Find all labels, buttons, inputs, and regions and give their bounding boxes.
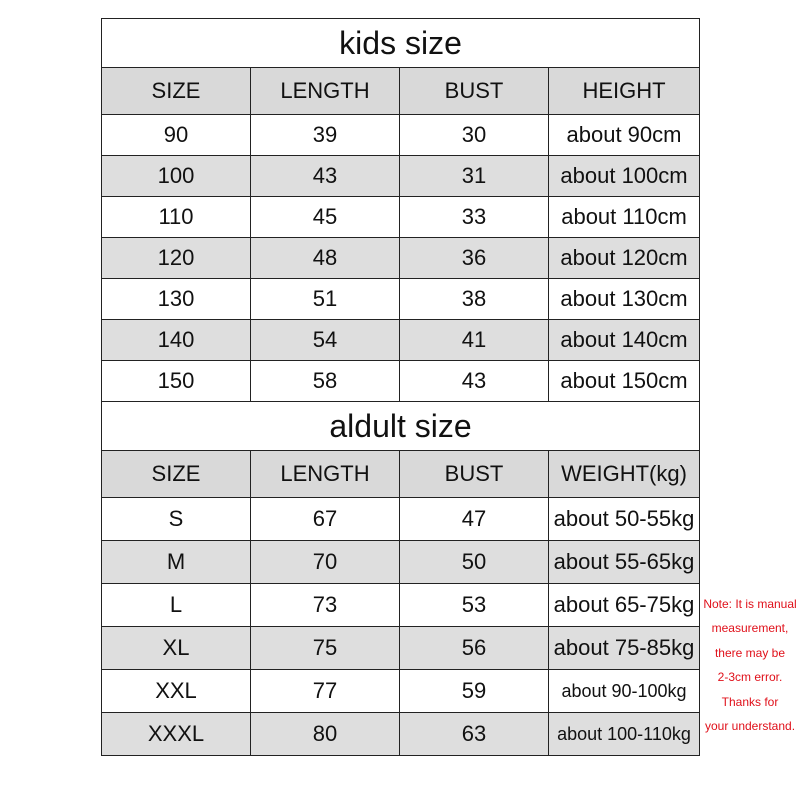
kids-header-height: HEIGHT	[549, 68, 700, 115]
table-row	[102, 670, 700, 713]
height-cell: about 100cm	[549, 156, 700, 197]
weight-cell: about 75-85kg	[549, 627, 700, 670]
size-chart	[101, 18, 699, 756]
adult-header-length: LENGTH	[251, 451, 400, 498]
adult-header-weight: WEIGHT(kg)	[549, 451, 700, 498]
bust-cell: 30	[400, 115, 549, 156]
size-cell: XL	[102, 627, 251, 670]
table-row	[102, 279, 700, 320]
length-cell: 67	[251, 498, 400, 541]
length-cell: 77	[251, 670, 400, 713]
bust-cell: 47	[400, 498, 549, 541]
note-line: Note: It is manual	[703, 597, 797, 611]
kids-header-size: SIZE	[102, 68, 251, 115]
kids-header-length: LENGTH	[251, 68, 400, 115]
weight-cell: about 65-75kg	[549, 584, 700, 627]
weight-cell: about 100-110kg	[549, 713, 700, 756]
length-cell: 43	[251, 156, 400, 197]
length-cell: 51	[251, 279, 400, 320]
size-cell: 130	[102, 279, 251, 320]
kids-header-row	[102, 68, 700, 115]
length-cell: 54	[251, 320, 400, 361]
table-row	[102, 320, 700, 361]
length-cell: 48	[251, 238, 400, 279]
adult-title-row	[102, 402, 700, 451]
size-cell: XXL	[102, 670, 251, 713]
table-row	[102, 584, 700, 627]
adult-header-size: SIZE	[102, 451, 251, 498]
size-cell: XXXL	[102, 713, 251, 756]
note-line: 2-3cm error.	[717, 670, 783, 685]
kids-header-bust: BUST	[400, 68, 549, 115]
weight-cell: about 55-65kg	[549, 541, 700, 584]
height-cell: about 140cm	[549, 320, 700, 361]
note-line: there may be	[714, 645, 786, 660]
adult-header-row	[102, 451, 700, 498]
height-cell: about 120cm	[549, 238, 700, 279]
measurement-note	[701, 592, 799, 738]
adult-size-title: aldult size	[102, 402, 700, 451]
adult-header-bust: BUST	[400, 451, 549, 498]
note-line: Thanks for	[721, 694, 779, 709]
note-line: measurement,	[711, 621, 789, 636]
bust-cell: 36	[400, 238, 549, 279]
size-cell: 150	[102, 361, 251, 402]
size-cell: S	[102, 498, 251, 541]
weight-cell: about 50-55kg	[549, 498, 700, 541]
length-cell: 70	[251, 541, 400, 584]
kids-title-row	[102, 19, 700, 68]
table-row	[102, 156, 700, 197]
height-cell: about 110cm	[549, 197, 700, 238]
size-cell: L	[102, 584, 251, 627]
length-cell: 73	[251, 584, 400, 627]
kids-size-title: kids size	[102, 19, 700, 68]
length-cell: 58	[251, 361, 400, 402]
bust-cell: 41	[400, 320, 549, 361]
bust-cell: 38	[400, 279, 549, 320]
height-cell: about 90cm	[549, 115, 700, 156]
size-cell: 90	[102, 115, 251, 156]
size-cell: 100	[102, 156, 251, 197]
weight-cell: about 90-100kg	[549, 670, 700, 713]
bust-cell: 50	[400, 541, 549, 584]
size-cell: M	[102, 541, 251, 584]
length-cell: 75	[251, 627, 400, 670]
bust-cell: 53	[400, 584, 549, 627]
size-cell: 110	[102, 197, 251, 238]
table-row	[102, 361, 700, 402]
table-row	[102, 197, 700, 238]
size-cell: 120	[102, 238, 251, 279]
length-cell: 45	[251, 197, 400, 238]
table-row	[102, 238, 700, 279]
length-cell: 39	[251, 115, 400, 156]
table-row	[102, 498, 700, 541]
height-cell: about 130cm	[549, 279, 700, 320]
table-row	[102, 541, 700, 584]
bust-cell: 63	[400, 713, 549, 756]
table-row	[102, 627, 700, 670]
height-cell: about 150cm	[549, 361, 700, 402]
note-line: your understand.	[704, 719, 796, 734]
bust-cell: 56	[400, 627, 549, 670]
bust-cell: 31	[400, 156, 549, 197]
size-table	[101, 18, 700, 756]
length-cell: 80	[251, 713, 400, 756]
table-row	[102, 115, 700, 156]
bust-cell: 59	[400, 670, 549, 713]
bust-cell: 43	[400, 361, 549, 402]
size-cell: 140	[102, 320, 251, 361]
table-row	[102, 713, 700, 756]
bust-cell: 33	[400, 197, 549, 238]
